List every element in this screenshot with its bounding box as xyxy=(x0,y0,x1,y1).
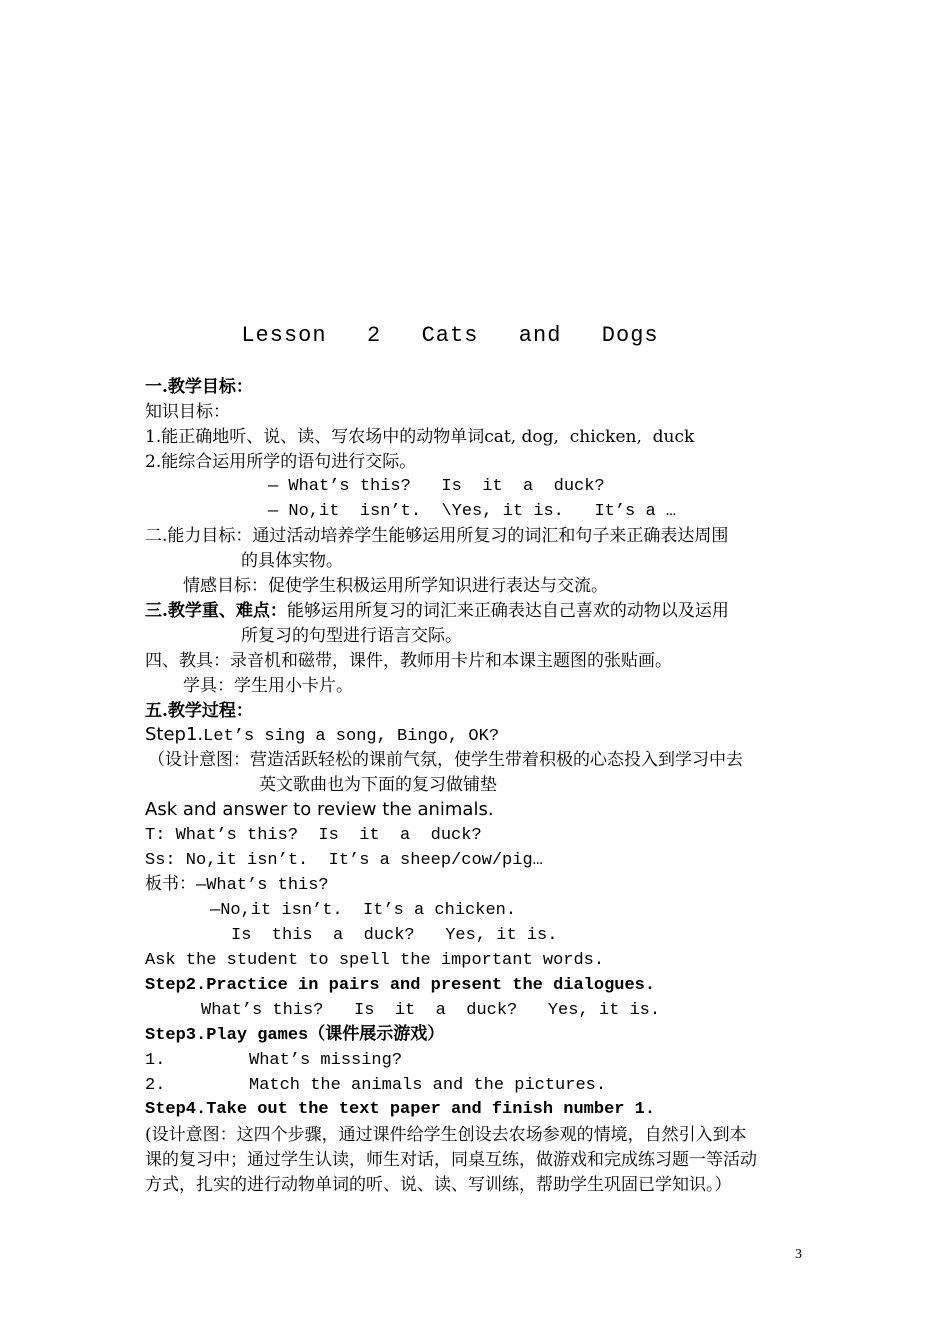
text-line: 1.能正确地听、说、读、写农场中的动物单词cat, dog, chicken, duck xyxy=(145,427,695,447)
list-item xyxy=(145,1050,403,1072)
step-line xyxy=(145,724,499,748)
dialogue-line: 板书：—What’s this? xyxy=(145,876,329,895)
list-text: What’s missing? xyxy=(249,1051,403,1070)
dialogue-line: — What’s this? Is it a duck? xyxy=(268,477,605,496)
text-line: Ask the student to spell the important words. xyxy=(145,951,605,970)
text-line: 所复习的句型进行语言交际。 xyxy=(241,626,462,646)
page-number: 3 xyxy=(795,1247,802,1262)
section-heading-process: 五.教学过程： xyxy=(145,701,253,721)
step-line: Step3.Play games（课件展示游戏） xyxy=(145,1026,445,1045)
dialogue-line: What’s this? Is it a duck? Yes, it is. xyxy=(201,1001,661,1020)
step-label: Step1. xyxy=(145,724,204,745)
text-line: 四、教具：录音机和磁带，课件，教师用卡片和本课主题图的张贴画。 xyxy=(145,651,672,671)
dialogue-line: Ss: No,it isn’t. It’s a sheep/cow/pig… xyxy=(145,851,543,870)
text-line: （设计意图：营造活跃轻松的课前气氛，使学生带着积极的心态投入到学习中去 xyxy=(148,750,743,770)
text-line: 情感目标：促使学生积极运用所学知识进行表达与交流。 xyxy=(183,576,608,596)
dialogue-line: — No,it isn’t. \Yes, it is. It’s a … xyxy=(268,502,677,521)
page-title: Lesson 2 Cats and Dogs xyxy=(241,323,659,348)
text-line: 方式，扎实的进行动物单词的听、说、读、写训练，帮助学生巩固已学知识。） xyxy=(145,1175,732,1195)
text-line: 2.能综合运用所学的语句进行交际。 xyxy=(145,452,417,472)
section-heading-keypoints: 三.教学重、难点： xyxy=(145,601,287,621)
dialogue-line: Is this a duck? Yes, it is. xyxy=(231,926,558,945)
text-line: 的具体实物。 xyxy=(241,551,343,571)
dialogue-line: —No,it isn’t. It’s a chicken. xyxy=(210,901,517,920)
text-line xyxy=(145,600,729,622)
text-line: (设计意图：这四个步骤，通过课件给学生创设去农场参观的情境，自然引入到本 xyxy=(145,1125,747,1145)
text-span: 能够运用所复习的词汇来正确表达自己喜欢的动物以及运用 xyxy=(286,601,729,621)
step-line: Step2.Practice in pairs and present the dialogues. xyxy=(145,976,656,995)
text-line: Ask and answer to review the animals. xyxy=(145,799,494,820)
text-line: 英文歌曲也为下面的复习做铺垫 xyxy=(259,775,497,795)
text-line: 学具：学生用小卡片。 xyxy=(183,676,353,696)
list-item xyxy=(145,1075,607,1097)
list-number: 2. xyxy=(145,1076,166,1095)
text-line: 知识目标： xyxy=(145,402,230,422)
list-number: 1. xyxy=(145,1051,166,1070)
list-text: Match the animals and the pictures. xyxy=(249,1076,607,1095)
step-line: Step4.Take out the text paper and finish number 1. xyxy=(145,1100,656,1119)
section-heading-objectives: 一.教学目标： xyxy=(145,377,253,397)
text-span: Let’s sing a song, Bingo, OK? xyxy=(203,727,500,746)
dialogue-line: T: What’s this? Is it a duck? xyxy=(145,826,482,845)
text-line: 课的复习中；通过学生认读，师生对话，同桌互练，做游戏和完成练习题一等活动 xyxy=(145,1150,757,1170)
text-line: 二.能力目标：通过活动培养学生能够运用所复习的词汇和句子来正确表达周围 xyxy=(145,526,729,546)
